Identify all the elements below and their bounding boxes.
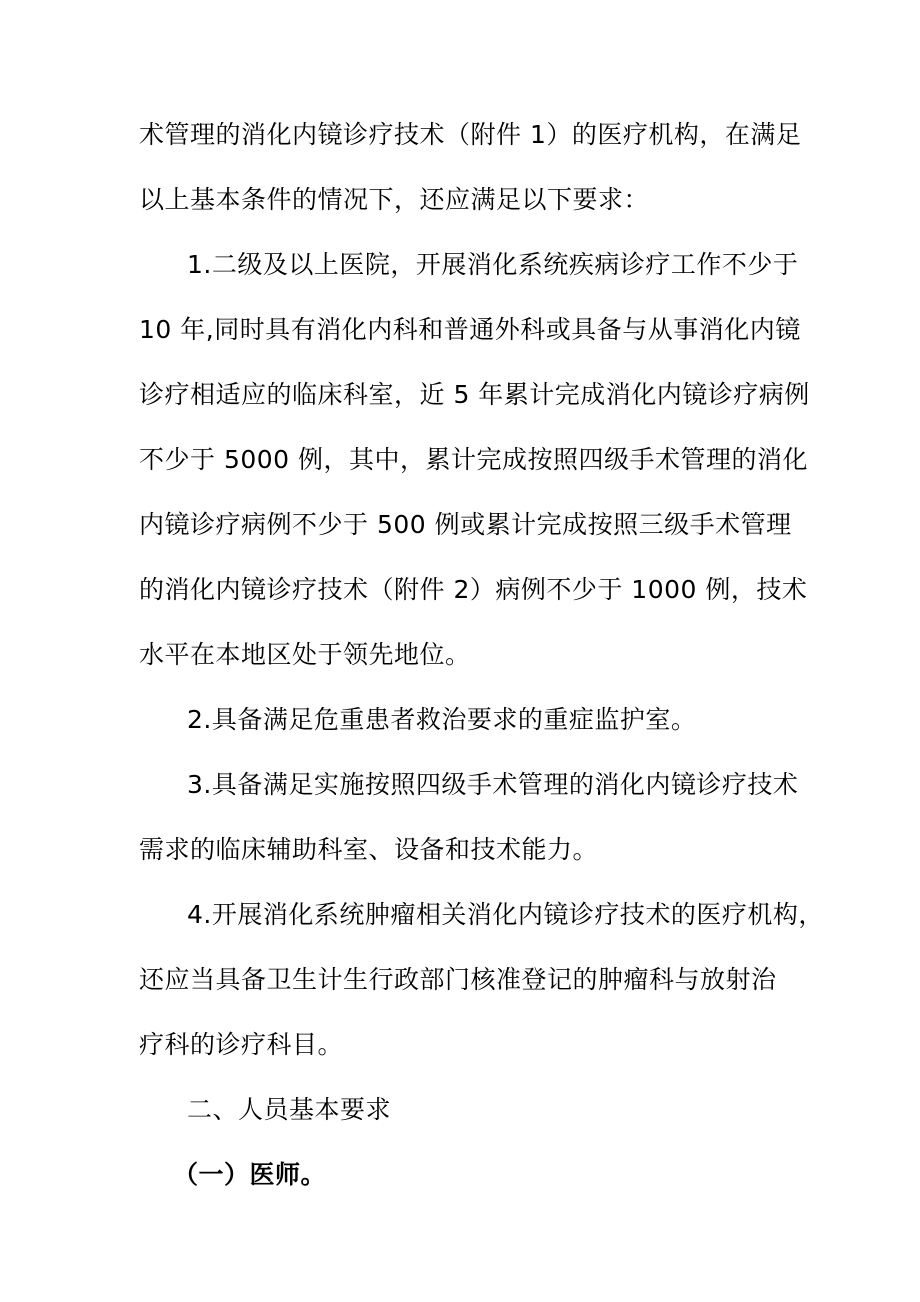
paragraph-line: 还应当具备卫生计生行政部门核准登记的肿瘤科与放射治 bbox=[139, 965, 777, 994]
paragraph-line: 3.具备满足实施按照四级手术管理的消化内镜诊疗技术 bbox=[187, 770, 799, 799]
paragraph-line: 疗科的诊疗科目。 bbox=[139, 1030, 344, 1059]
paragraph-line: 诊疗相适应的临床科室，近 5 年累计完成消化内镜诊疗病例 bbox=[139, 380, 810, 409]
paragraph-line: 10 年,同时具有消化内科和普通外科或具备与从事消化内镜 bbox=[139, 315, 801, 344]
subsection-heading: （一）医师。 bbox=[173, 1160, 327, 1189]
paragraph-line: 4.开展消化系统肿瘤相关消化内镜诊疗技术的医疗机构， bbox=[187, 900, 824, 929]
paragraph-line: 2.具备满足危重患者救治要求的重症监护室。 bbox=[187, 705, 697, 734]
paragraph-line: 1.二级及以上医院，开展消化系统疾病诊疗工作不少于 bbox=[187, 250, 799, 279]
paragraph-line: 不少于 5000 例，其中，累计完成按照四级手术管理的消化 bbox=[139, 445, 809, 474]
paragraph-line: 水平在本地区处于领先地位。 bbox=[139, 640, 471, 669]
paragraph-line: 以上基本条件的情况下，还应满足以下要求： bbox=[139, 185, 650, 214]
paragraph-line: 术管理的消化内镜诊疗技术（附件 1）的医疗机构，在满足 bbox=[139, 120, 802, 149]
paragraph-line: 内镜诊疗病例不少于 500 例或累计完成按照三级手术管理 bbox=[139, 510, 792, 539]
section-heading: 二、人员基本要求 bbox=[187, 1095, 392, 1124]
paragraph-line: 的消化内镜诊疗技术（附件 2）病例不少于 1000 例，技术 bbox=[139, 575, 808, 604]
paragraph-line: 需求的临床辅助科室、设备和技术能力。 bbox=[139, 835, 599, 864]
